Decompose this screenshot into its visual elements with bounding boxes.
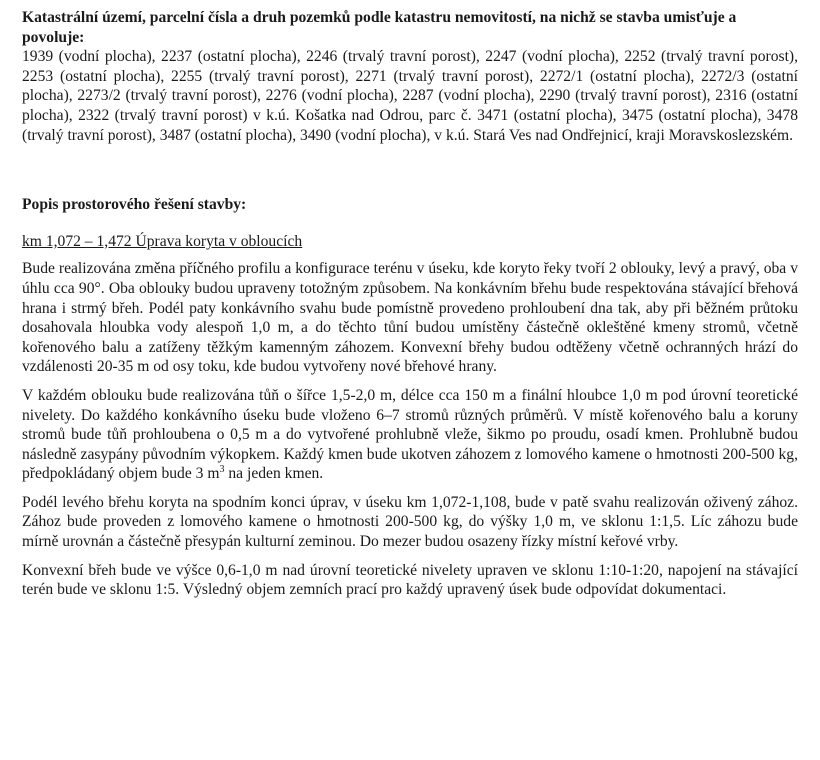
section-subheading: km 1,072 – 1,472 Úprava koryta v obloucích (22, 232, 303, 250)
spacer (22, 215, 798, 232)
spacer (22, 251, 798, 259)
paragraph-bends-modification: Bude realizována změna příčného profilu a konfigurace terénu v úseku, kde koryto řeky tvoří 2 oblouky, levý a pravý, oba v úhlu cca 90°. Oba oblouky budou upraveny totožným způsobem. Na konkávním břehu bude respektována stávající břehová hrana i strmý břeh. Podél paty konkávního svahu bude pomístně provedeno prohloubení dna tak, aby při běžném průtoku dosahovala hloubka vody alespoň 1,0 m, a do těchto tůní budou umístěny částečně okleštěné kmeny stromů, včetně kořenového balu a zatíženy těžkým kamenným záhozem. Konvexní břehy budou odtěženy včetně ochranných hrází do vzdálenosti 20-35 m od osy toku, kde budou vytvořeny nové břehové hrany. (22, 260, 798, 376)
spatial-solution-heading: Popis prostorového řešení stavby: (22, 196, 247, 214)
paragraph-pools (22, 386, 798, 484)
paragraph-riprap: Podél levého břehu koryta na spodním konci úprav, v úseku km 1,072-1,108, bude v patě svahu realizován oživený zához. Zához bude proveden z lomového kamene o hmotnosti 200-500 kg, do výšky 1,0 m, ve sklonu 1:1,5. Líc záhozu bude mírně urovnán a částečně přesypán kulturní zeminou. Do mezer budou osazeny řízky místní keřové vrby. (22, 493, 798, 551)
cadastral-heading: Katastrální území, parcelní čísla a druh pozemků podle katastru nemovitostí, na nichž se stavba umisťuje a povoluje: (22, 9, 737, 46)
paragraph-convex-bank: Konvexní břeh bude ve výšce 0,6-1,0 m nad úrovní teoretické nivelety upraven ve sklonu 1:10-1:20, napojení na stávající terén bude ve sklonu 1:5. Výsledný objem zemních prací pro každý upravený úsek bude odpovídat dokumentaci. (22, 561, 798, 599)
cadastral-parcels-text: 1939 (vodní plocha), 2237 (ostatní plocha), 2246 (trvalý travní porost), 2247 (vodní plocha), 2252 (trvalý travní porost), 2253 (ostatní plocha), 2255 (trvalý travní porost), 2271 (trvalý travní porost), 2272/1 (ostatní plocha), 2272/3 (ostatní plocha), 2273/2 (trvalý travní porost), 2276 (vodní plocha), 2287 (vodní plocha), 2290 (trvalý travní porost), 2316 (ostatní plocha), 2322 (trvalý travní porost) v k.ú. Košatka nad Odrou, parc č. 3471 (ostatní plocha), 3475 (ostatní plocha), 3478 (trvalý travní porost), 3487 (ostatní plocha), 3490 (vodní plocha), v k.ú. Stará Ves nad Ondřejnicí, kraji Moravskoslezském. (22, 48, 798, 144)
superscript-cubic: 3 (219, 464, 225, 476)
spacer (22, 145, 798, 195)
paragraph-pools-text: V každém oblouku bude realizována tůň o šířce 1,5-2,0 m, délce cca 150 m a finální hloubce 1,0 m pod úrovní teoretické nivelety. Do každého konkávního úseku bude vloženo 6–7 stromů různých průměrů. V místě kořenového balu a koruny stromů bude tůň prohloubena o 0,5 m a do vytvořené prohlubně vleže, šikmo po proudu, osadí kmen. Prohlubně budou následně zasypány původním výkopkem. Každý kmen bude ukotven záhozem z lomového kamene o hmotnosti 200-500 kg, předpokládaný objem bude 3 m (22, 386, 798, 483)
paragraph-pools-tail: na jeden kmen. (224, 465, 324, 483)
